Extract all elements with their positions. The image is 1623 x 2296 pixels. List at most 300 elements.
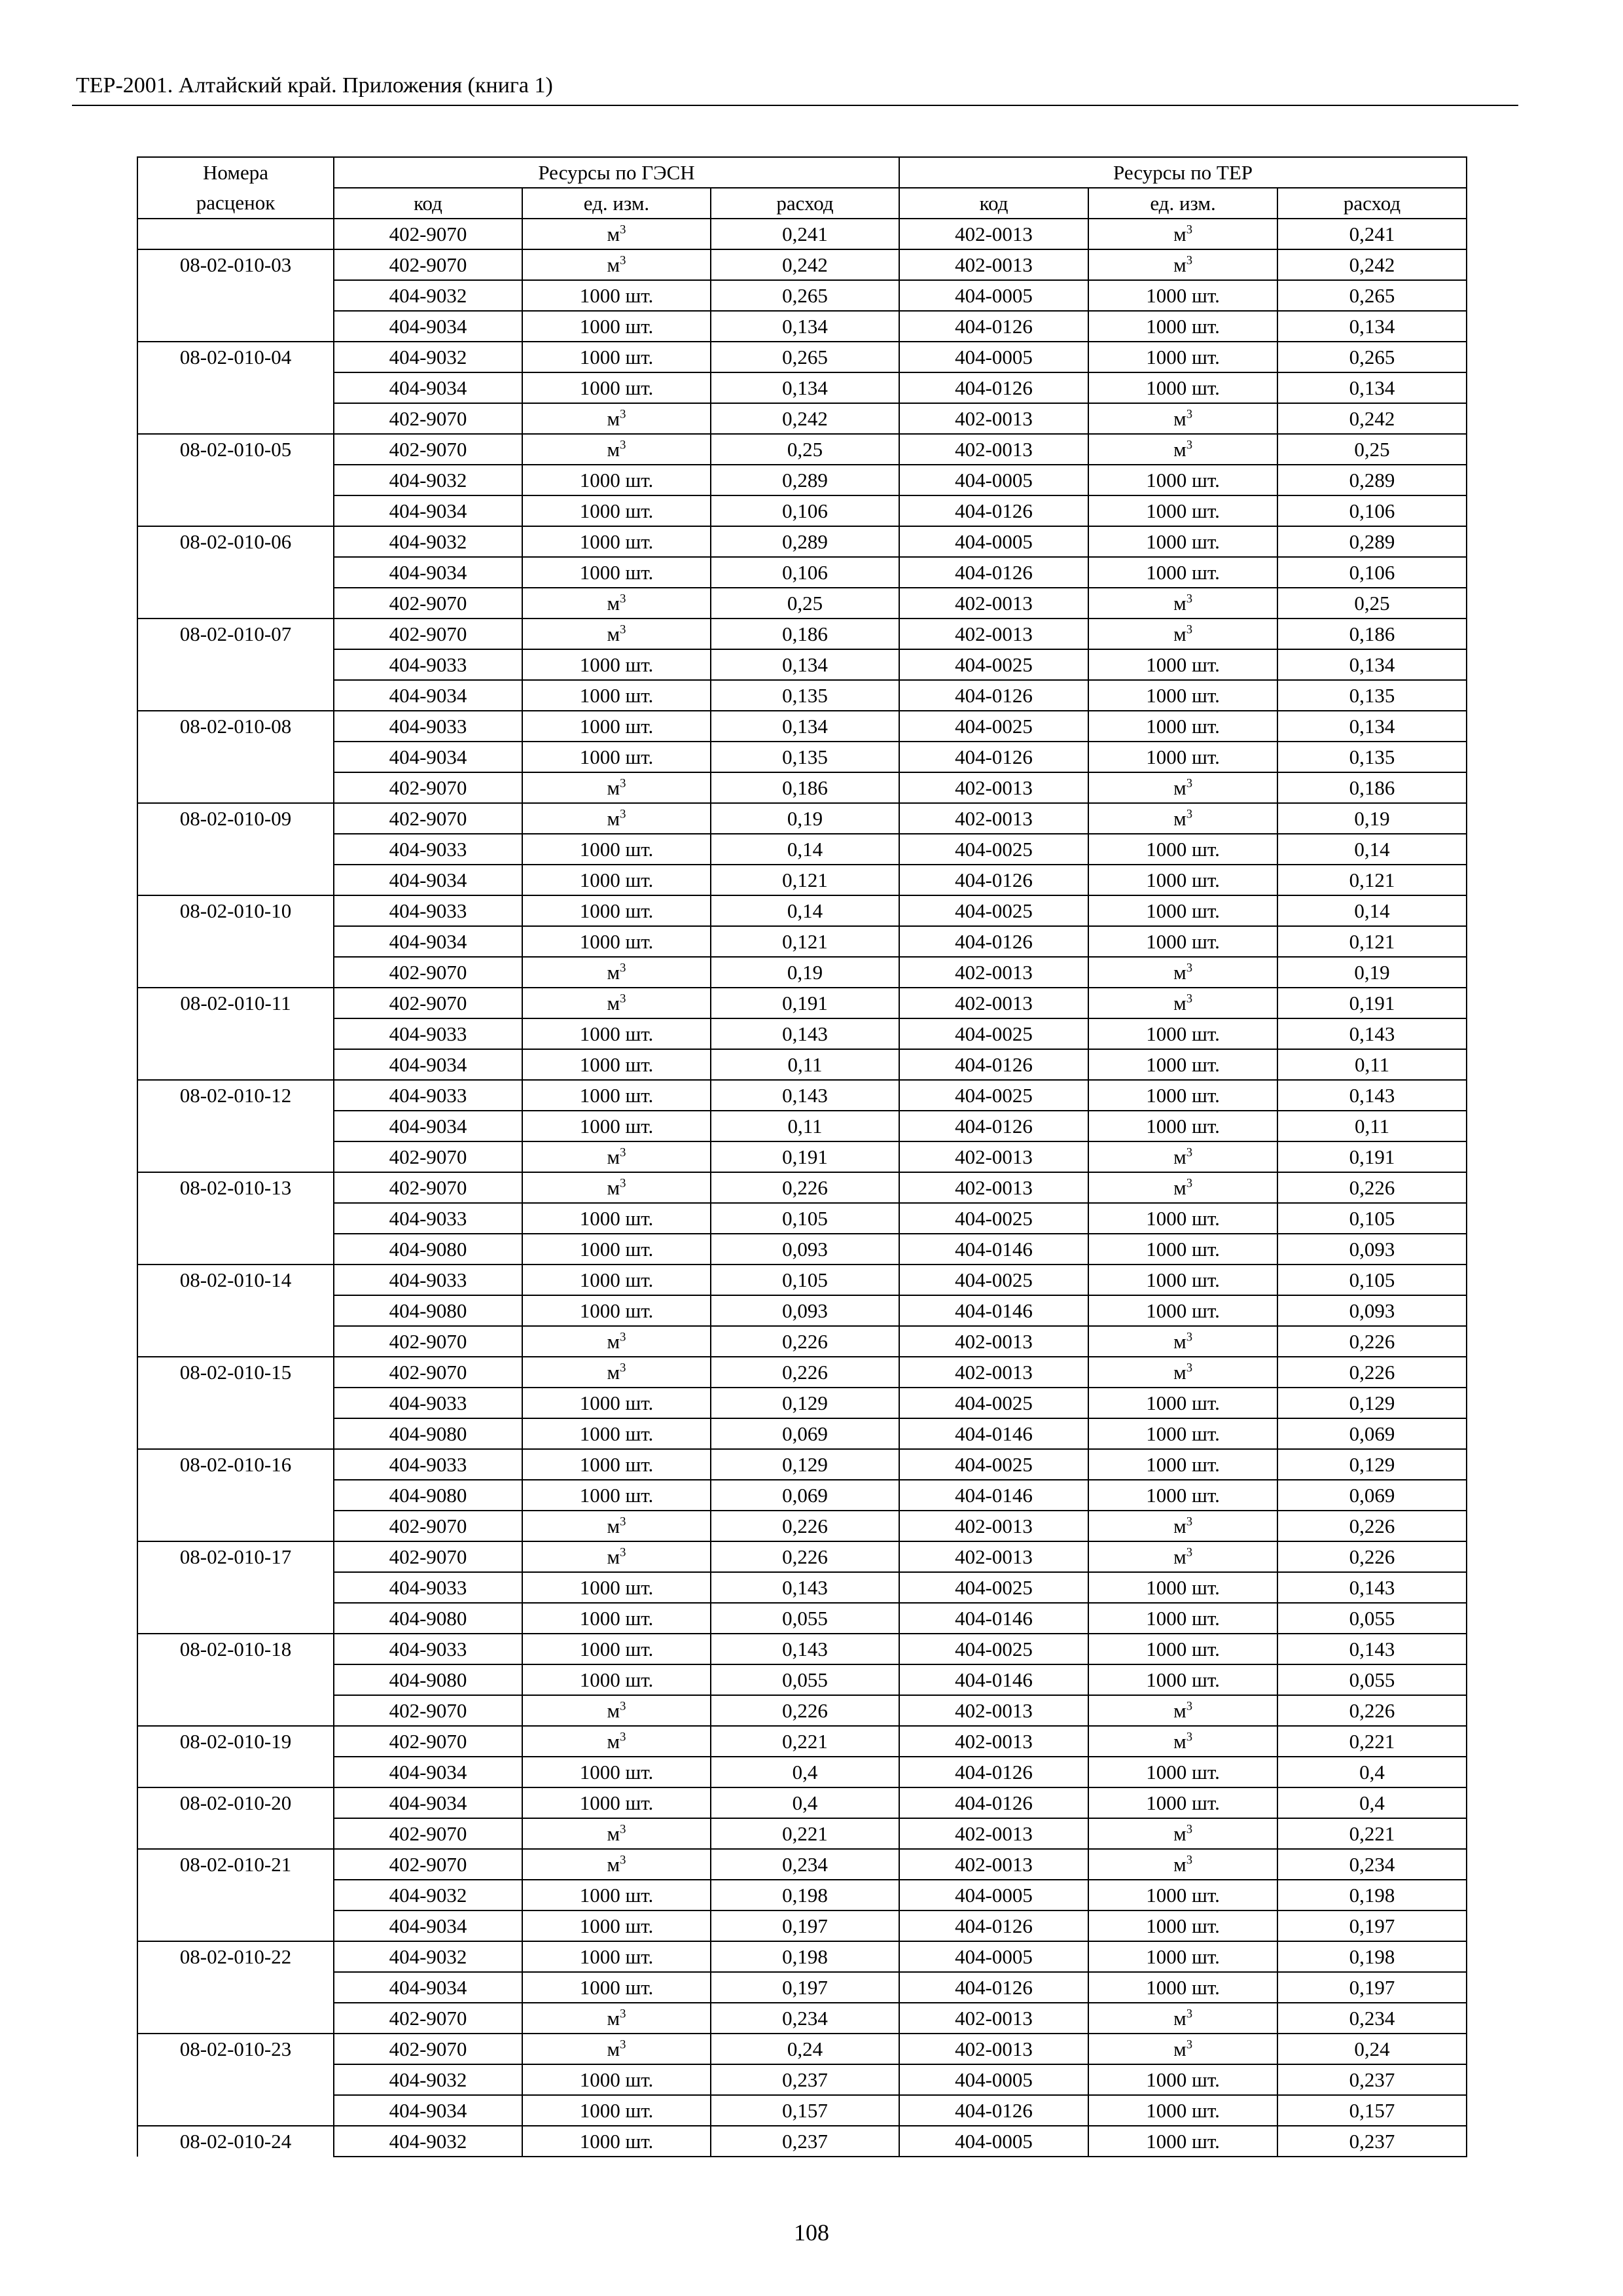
ter-consumption-cell (1277, 1172, 1467, 1203)
cell-value: 1000 шт. (579, 314, 654, 338)
header-rule (72, 105, 1518, 106)
cubic-superscript: 3 (1186, 253, 1192, 268)
cell-value: 1000 шт. (579, 1883, 654, 1907)
ter-consumption-cell (1277, 803, 1467, 834)
table-row (137, 249, 1467, 280)
gesn-code-cell (334, 1449, 522, 1480)
cell-value: 402-9070 (389, 222, 467, 245)
cell-value: 402-9070 (389, 253, 467, 276)
cell-value: 0,242 (782, 253, 828, 276)
cell-value: 1000 шт. (579, 283, 654, 307)
cell-value: 404-0126 (955, 1914, 1033, 1937)
cell-value: 404-0005 (955, 2129, 1033, 2153)
cell-value: 402-9070 (389, 806, 467, 830)
gesn-code-cell (334, 2034, 522, 2064)
cell-value: 1000 шт. (579, 929, 654, 953)
cell-value: 404-9032 (389, 2129, 467, 2153)
cell-value: 404-0146 (955, 1668, 1033, 1691)
cell-value: 404-9034 (389, 1914, 467, 1937)
gesn-consumption-cell (711, 557, 899, 588)
cell-value: 0,198 (782, 1883, 828, 1907)
gesn-unit-cell (522, 1295, 711, 1326)
cell-value: 0,226 (782, 1698, 828, 1722)
cell-value: 1000 шт. (1146, 1483, 1220, 1507)
ter-code-cell (899, 1941, 1088, 1972)
gesn-unit-cell (522, 865, 711, 895)
cell-value: 402-0013 (955, 1821, 1033, 1845)
ter-unit-cell (1088, 280, 1277, 311)
cell-value: 1000 шт. (1146, 868, 1220, 891)
ter-unit-cell (1088, 403, 1277, 434)
cell-value: 0,198 (1349, 1883, 1395, 1907)
gesn-unit-cell (522, 1910, 711, 1941)
ter-code-cell (899, 957, 1088, 988)
gesn-code-cell (334, 465, 522, 495)
gesn-unit-cell (522, 803, 711, 834)
gesn-unit-cell (522, 1757, 711, 1787)
cell-value: 1000 шт. (1146, 2068, 1220, 2091)
ter-unit-cell (1088, 1511, 1277, 1541)
cell-value: 0,143 (782, 1022, 828, 1045)
cell-value: 404-9033 (389, 1083, 467, 1107)
cell-value: 404-0005 (955, 468, 1033, 492)
cell-value: 0,093 (1349, 1299, 1395, 1322)
cubic-superscript: 3 (620, 1730, 626, 1744)
cubic-superscript: 3 (1186, 438, 1192, 452)
gesn-code-cell (334, 1357, 522, 1388)
gesn-unit-cell (522, 957, 711, 988)
cubic-superscript: 3 (620, 1853, 626, 1867)
gesn-code-cell (334, 1572, 522, 1603)
cell-value: 0,135 (1349, 745, 1395, 768)
table-row (137, 1603, 1467, 1634)
cell-value: 1000 шт. (579, 1299, 654, 1322)
cell-value: 0,19 (1354, 806, 1390, 830)
cell-value: 404-0005 (955, 345, 1033, 368)
ter-code-cell (899, 1111, 1088, 1141)
gesn-consumption-cell (711, 865, 899, 895)
ter-consumption-cell (1277, 926, 1467, 957)
ter-consumption-cell (1277, 1787, 1467, 1818)
gesn-code-cell (334, 1941, 522, 1972)
gesn-consumption-cell (711, 834, 899, 865)
ter-consumption-cell (1277, 1941, 1467, 1972)
gesn-unit-cell (522, 1111, 711, 1141)
rate-number-cell: 08-02-010-11 (137, 988, 334, 1080)
header-rate-number: Номера (137, 157, 334, 188)
gesn-consumption-cell (711, 1757, 899, 1787)
cell-value: 402-0013 (955, 1514, 1033, 1537)
cell-value: 0,157 (782, 2098, 828, 2122)
cell-value: 1000 шт. (1146, 1914, 1220, 1937)
cell-value: 0,226 (1349, 1698, 1395, 1722)
ter-code-cell (899, 1418, 1088, 1449)
gesn-code-cell (334, 1203, 522, 1234)
cell-value: 0,241 (782, 222, 828, 245)
table-row (137, 465, 1467, 495)
rate-number-cell: 08-02-010-10 (137, 895, 334, 988)
cell-value: 404-0126 (955, 1791, 1033, 1814)
cell-value: 0,191 (782, 991, 828, 1014)
header-ter-consumption: расход (1277, 188, 1467, 219)
cell-value: 1000 шт. (579, 653, 654, 676)
gesn-code-cell (334, 1541, 522, 1572)
ter-code-cell (899, 1511, 1088, 1541)
cell-value: 404-0005 (955, 2068, 1033, 2091)
cell-value: м (607, 1729, 620, 1753)
table-row (137, 557, 1467, 588)
ter-consumption-cell (1277, 495, 1467, 526)
gesn-consumption-cell (711, 1634, 899, 1664)
gesn-unit-cell (522, 1357, 711, 1388)
gesn-unit-cell (522, 1572, 711, 1603)
gesn-consumption-cell (711, 1849, 899, 1880)
header-gesn-consumption: расход (711, 188, 899, 219)
ter-unit-cell (1088, 311, 1277, 342)
ter-consumption-cell (1277, 1603, 1467, 1634)
ter-code-cell (899, 1757, 1088, 1787)
gesn-code-cell (334, 557, 522, 588)
cell-value: 0,14 (787, 837, 823, 861)
cell-value: 0,14 (1354, 837, 1390, 861)
cell-value: 0,134 (1349, 714, 1395, 738)
cell-value: 0,191 (782, 1145, 828, 1168)
cell-value: 0,25 (1354, 437, 1390, 461)
rate-number-cell: 08-02-010-12 (137, 1080, 334, 1172)
table-row (137, 1080, 1467, 1111)
gesn-consumption-cell (711, 1357, 899, 1388)
cell-value: м (607, 1175, 620, 1199)
gesn-unit-cell (522, 2064, 711, 2095)
gesn-code-cell (334, 495, 522, 526)
cubic-superscript: 3 (1186, 223, 1192, 237)
cell-value: 1000 шт. (1146, 899, 1220, 922)
ter-code-cell (899, 1972, 1088, 2003)
gesn-code-cell (334, 1418, 522, 1449)
gesn-consumption-cell (711, 619, 899, 649)
ter-unit-cell (1088, 1357, 1277, 1388)
cell-value: 1000 шт. (579, 1391, 654, 1414)
rate-number-cell: 08-02-010-22 (137, 1941, 334, 2034)
cell-value: 0,237 (1349, 2068, 1395, 2091)
cell-value: 402-0013 (955, 1329, 1033, 1353)
cell-value: 0,242 (782, 406, 828, 430)
ter-unit-cell (1088, 772, 1277, 803)
gesn-code-cell (334, 1511, 522, 1541)
gesn-consumption-cell (711, 1910, 899, 1941)
ter-consumption-cell (1277, 219, 1467, 249)
cell-value: 0,14 (787, 899, 823, 922)
ter-consumption-cell (1277, 1757, 1467, 1787)
cell-value: м (607, 437, 620, 461)
gesn-consumption-cell (711, 803, 899, 834)
gesn-consumption-cell (711, 372, 899, 403)
gesn-unit-cell (522, 2126, 711, 2157)
cell-value: м (1173, 622, 1186, 645)
cell-value: 1000 шт. (1146, 2098, 1220, 2122)
cell-value: 0,069 (1349, 1422, 1395, 1445)
cell-value: м (1173, 1698, 1186, 1722)
cell-value: м (1173, 222, 1186, 245)
cell-value: 0,093 (1349, 1237, 1395, 1261)
cell-value: м (1173, 1821, 1186, 1845)
table-row (137, 1818, 1467, 1849)
cell-value: 404-0025 (955, 1268, 1033, 1291)
cell-value: 402-9070 (389, 1360, 467, 1384)
cell-value: 404-9034 (389, 560, 467, 584)
gesn-code-cell (334, 219, 522, 249)
cell-value: 1000 шт. (1146, 1391, 1220, 1414)
cell-value: 404-0126 (955, 929, 1033, 953)
cell-value: 0,135 (1349, 683, 1395, 707)
cell-value: 402-9070 (389, 1175, 467, 1199)
rate-number-cell: 08-02-010-15 (137, 1357, 334, 1449)
rate-number-cell: 08-02-010-18 (137, 1634, 334, 1726)
table-row (137, 1203, 1467, 1234)
cubic-superscript: 3 (620, 961, 626, 975)
ter-unit-cell (1088, 1265, 1277, 1295)
cell-value: м (607, 1545, 620, 1568)
cell-value: 404-9034 (389, 1760, 467, 1784)
gesn-unit-cell (522, 1695, 711, 1726)
cell-value: 404-0005 (955, 529, 1033, 553)
cell-value: 0,221 (1349, 1729, 1395, 1753)
ter-consumption-cell (1277, 1265, 1467, 1295)
ter-consumption-cell (1277, 834, 1467, 865)
cell-value: 0,055 (782, 1606, 828, 1630)
gesn-unit-cell (522, 1726, 711, 1757)
ter-consumption-cell (1277, 957, 1467, 988)
cell-value: 0,221 (782, 1821, 828, 1845)
cell-value: 1000 шт. (579, 1268, 654, 1291)
gesn-unit-cell (522, 649, 711, 680)
cell-value: 402-9070 (389, 1821, 467, 1845)
cell-value: 404-0005 (955, 1945, 1033, 1968)
cell-value: 1000 шт. (1146, 1975, 1220, 1999)
gesn-code-cell (334, 834, 522, 865)
cell-value: 1000 шт. (579, 1606, 654, 1630)
ter-consumption-cell (1277, 649, 1467, 680)
ter-consumption-cell (1277, 1203, 1467, 1234)
table-row (137, 1265, 1467, 1295)
cell-value: 402-9070 (389, 1145, 467, 1168)
ter-consumption-cell (1277, 2095, 1467, 2126)
ter-unit-cell (1088, 1449, 1277, 1480)
cell-value: 402-0013 (955, 437, 1033, 461)
cell-value: 0,226 (1349, 1175, 1395, 1199)
cell-value: 0,14 (1354, 899, 1390, 922)
table-row (137, 1295, 1467, 1326)
table-row (137, 1664, 1467, 1695)
gesn-code-cell (334, 895, 522, 926)
cell-value: 1000 шт. (579, 1791, 654, 1814)
table-row (137, 1480, 1467, 1511)
ter-code-cell (899, 680, 1088, 711)
gesn-code-cell (334, 2003, 522, 2034)
cell-value: 0,25 (787, 591, 823, 615)
cubic-superscript: 3 (620, 1699, 626, 1713)
gesn-unit-cell (522, 1880, 711, 1910)
cell-value: 404-9080 (389, 1606, 467, 1630)
gesn-unit-cell (522, 1265, 711, 1295)
cell-value: 0,106 (1349, 560, 1395, 584)
ter-unit-cell (1088, 526, 1277, 557)
gesn-unit-cell (522, 219, 711, 249)
cell-value: м (1173, 1329, 1186, 1353)
ter-unit-cell (1088, 557, 1277, 588)
cell-value: м (1173, 2037, 1186, 2060)
cell-value: м (607, 1145, 620, 1168)
cell-value: 0,197 (782, 1975, 828, 1999)
table-row (137, 895, 1467, 926)
cell-value: 1000 шт. (1146, 1452, 1220, 1476)
cell-value: 404-0146 (955, 1299, 1033, 1322)
cell-value: 0,134 (1349, 653, 1395, 676)
cell-value: 0,197 (1349, 1914, 1395, 1937)
gesn-unit-cell (522, 1664, 711, 1695)
cell-value: 404-9034 (389, 745, 467, 768)
cell-value: 1000 шт. (1146, 1760, 1220, 1784)
ter-code-cell (899, 311, 1088, 342)
ter-consumption-cell (1277, 1049, 1467, 1080)
gesn-consumption-cell (711, 465, 899, 495)
cell-value: м (1173, 960, 1186, 984)
ter-unit-cell (1088, 895, 1277, 926)
cubic-superscript: 3 (620, 807, 626, 821)
ter-code-cell (899, 495, 1088, 526)
table-row (137, 1572, 1467, 1603)
table-row (137, 988, 1467, 1018)
gesn-code-cell (334, 988, 522, 1018)
gesn-code-cell (334, 311, 522, 342)
cell-value: 0,198 (1349, 1945, 1395, 1968)
cell-value: 1000 шт. (1146, 345, 1220, 368)
gesn-code-cell (334, 1111, 522, 1141)
table-row (137, 1111, 1467, 1141)
ter-code-cell (899, 1326, 1088, 1357)
cell-value: 0,226 (1349, 1514, 1395, 1537)
table-row (137, 619, 1467, 649)
cell-value: 404-0126 (955, 683, 1033, 707)
ter-consumption-cell (1277, 1572, 1467, 1603)
cell-value: 1000 шт. (1146, 1114, 1220, 1138)
cell-value: 0,234 (782, 1852, 828, 1876)
rate-number-cell: 08-02-010-16 (137, 1449, 334, 1541)
table-row (137, 1972, 1467, 2003)
cell-value: 402-0013 (955, 1729, 1033, 1753)
cell-value: 402-0013 (955, 2006, 1033, 2030)
cell-value: м (1173, 1729, 1186, 1753)
cell-value: 404-9033 (389, 1452, 467, 1476)
gesn-unit-cell (522, 834, 711, 865)
table-row (137, 1634, 1467, 1664)
ter-consumption-cell (1277, 1080, 1467, 1111)
ter-consumption-cell (1277, 465, 1467, 495)
gesn-code-cell (334, 742, 522, 772)
cell-value: 0,237 (1349, 2129, 1395, 2153)
cell-value: 0,093 (782, 1299, 828, 1322)
cell-value: 0,226 (1349, 1329, 1395, 1353)
gesn-unit-cell (522, 1941, 711, 1972)
ter-consumption-cell (1277, 2064, 1467, 2095)
cell-value: 0,221 (782, 1729, 828, 1753)
gesn-unit-cell (522, 711, 711, 742)
cell-value: м (607, 222, 620, 245)
table-row (137, 1388, 1467, 1418)
ter-consumption-cell (1277, 1511, 1467, 1541)
cell-value: 0,143 (1349, 1575, 1395, 1599)
cell-value: м (1173, 1360, 1186, 1384)
cell-value: 404-0005 (955, 1883, 1033, 1907)
ter-code-cell (899, 1449, 1088, 1480)
ter-unit-cell (1088, 2034, 1277, 2064)
cell-value: 0,265 (1349, 345, 1395, 368)
ter-code-cell (899, 1388, 1088, 1418)
cubic-superscript: 3 (620, 2007, 626, 2021)
cell-value: 402-0013 (955, 991, 1033, 1014)
cell-value: 1000 шт. (579, 1483, 654, 1507)
gesn-code-cell (334, 403, 522, 434)
cell-value: 402-0013 (955, 591, 1033, 615)
cell-value: 404-0025 (955, 837, 1033, 861)
gesn-code-cell (334, 372, 522, 403)
cell-value: 0,226 (1349, 1360, 1395, 1384)
cell-value: 0,289 (782, 468, 828, 492)
cell-value: 1000 шт. (579, 1975, 654, 1999)
table-row (137, 495, 1467, 526)
table-row (137, 1234, 1467, 1265)
ter-unit-cell (1088, 1418, 1277, 1449)
cell-value: 402-0013 (955, 1698, 1033, 1722)
gesn-code-cell (334, 1234, 522, 1265)
ter-code-cell (899, 1603, 1088, 1634)
cell-value: 404-9034 (389, 376, 467, 399)
gesn-code-cell (334, 619, 522, 649)
cell-value: 402-9070 (389, 776, 467, 799)
cell-value: м (1173, 806, 1186, 830)
cell-value: 0,106 (782, 499, 828, 522)
gesn-unit-cell (522, 249, 711, 280)
table-row (137, 1541, 1467, 1572)
cell-value: 0,241 (1349, 222, 1395, 245)
table-row (137, 1326, 1467, 1357)
cell-value: 1000 шт. (579, 1575, 654, 1599)
cell-value: 0,055 (1349, 1606, 1395, 1630)
cell-value: 404-9034 (389, 499, 467, 522)
rate-number-cell: 08-02-010-03 (137, 249, 334, 342)
table-row (137, 2064, 1467, 2095)
cell-value: 404-0126 (955, 314, 1033, 338)
cell-value: 1000 шт. (579, 868, 654, 891)
cell-value: 0,105 (782, 1206, 828, 1230)
ter-code-cell (899, 2034, 1088, 2064)
gesn-unit-cell (522, 1141, 711, 1172)
cell-value: 0,129 (1349, 1452, 1395, 1476)
page-header: ТЕР-2001. Алтайский край. Приложения (книга 1) (76, 73, 553, 98)
cell-value: 404-0126 (955, 745, 1033, 768)
table-row (137, 342, 1467, 372)
cubic-superscript: 3 (1186, 2037, 1192, 2052)
ter-code-cell (899, 1572, 1088, 1603)
gesn-consumption-cell (711, 280, 899, 311)
cell-value: 1000 шт. (1146, 1606, 1220, 1630)
gesn-consumption-cell (711, 1572, 899, 1603)
cubic-superscript: 3 (620, 776, 626, 791)
ter-code-cell (899, 434, 1088, 465)
cell-value: 404-0025 (955, 899, 1033, 922)
ter-unit-cell (1088, 1910, 1277, 1941)
cell-value: 1000 шт. (1146, 929, 1220, 953)
